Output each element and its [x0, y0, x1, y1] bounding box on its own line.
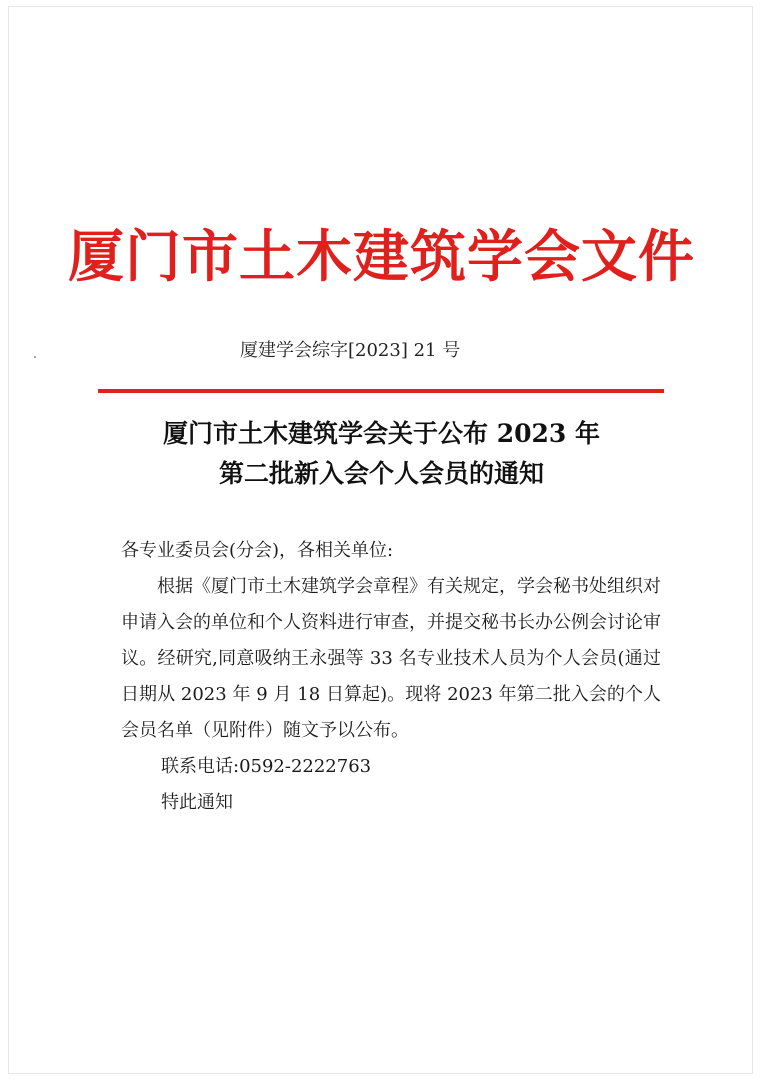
notice-title-line-2: 第二批新入会个人会员的通知: [218, 459, 544, 488]
scan-mark: [34, 356, 36, 358]
red-divider-line: [98, 389, 664, 393]
org-header-title: 厦门市土木建筑学会文件: [68, 224, 695, 290]
notice-title: [0, 414, 763, 494]
main-paragraph: 根据《厦门市土木建筑学会章程》有关规定，学会秘书处组织对申请入会的单位和个人资料进行审查，并提交秘书长办公例会讨论审议。经研究,同意吸纳王永强等 33 名专业技术人员为个人会员(通过日期从 2023 年 9 月 18 日算起)。现将 2023 年第二批入会的个人会员名单（见附件）随文予以公布。: [121, 576, 661, 741]
notice-title-line-1: 厦门市土木建筑学会关于公布 2023 年: [163, 419, 600, 448]
notice-body: [121, 533, 661, 821]
contact-phone: 联系电话:0592-2222763: [161, 756, 372, 777]
document-number: 厦建学会综字[2023] 21 号: [240, 340, 461, 361]
salutation: 各专业委员会(分会)，各相关单位:: [121, 540, 394, 561]
closing-remark: 特此通知: [161, 792, 233, 813]
